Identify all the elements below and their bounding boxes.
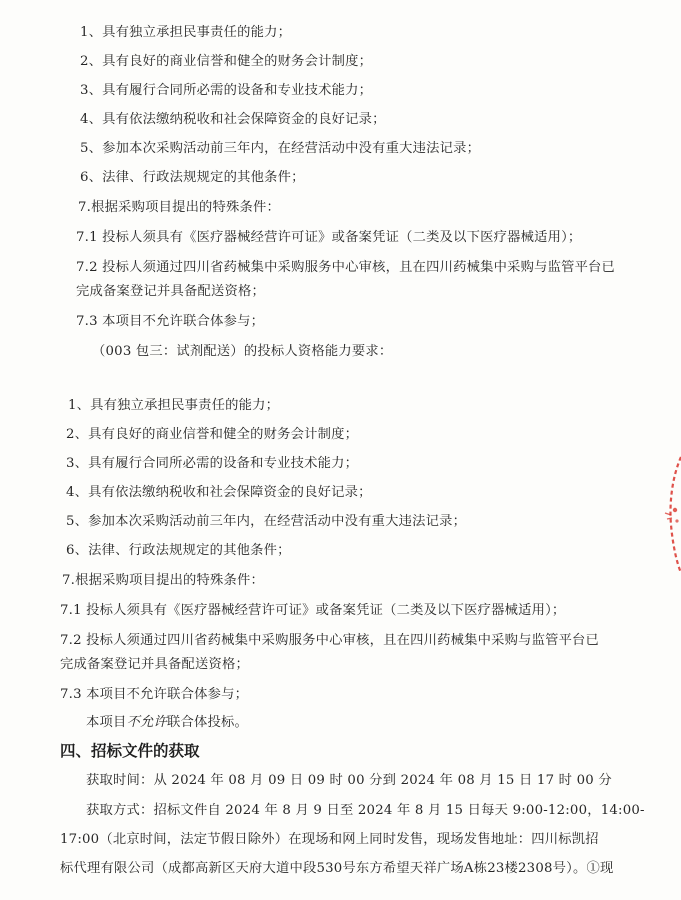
acquisition-method-line-2: 17:00（北京时间，法定节假日除外）在现场和网上同时发售，现场发售地址：四川标凯招 — [60, 832, 599, 847]
s1-item-7-1: 7.1 投标人须具有《医疗器械经营许可证》或备案凭证（二类及以下医疗器械适用）； — [76, 230, 582, 245]
s1-item-7-3: 7.3 本项目不允许联合体参与； — [76, 314, 265, 329]
red-seal-stamp — [655, 455, 681, 575]
consortium-note-suffix: 联合体投标。 — [167, 715, 248, 730]
s1-item-7-2: 7.2 投标人须通过四川省药械集中采购服务中心审核，且在四川药械集中采购与监管平台已 — [76, 260, 616, 275]
consortium-note-emphasis: 不允许 — [126, 715, 167, 730]
s1-item-2: 2、具有良好的商业信誉和健全的财务会计制度； — [80, 54, 373, 69]
s1-item-3: 3、具有履行合同所必需的设备和专业技术能力； — [80, 83, 373, 98]
acquisition-method-line-3: 标代理有限公司（成都高新区天府大道中段530号东方希望天祥广场A栋23楼2308号）。①现 — [60, 861, 614, 876]
s2-item-7-2-cont: 完成备案登记并具备配送资格； — [60, 657, 249, 672]
s1-item-4: 4、具有依法缴纳税收和社会保障资金的良好记录； — [80, 112, 386, 127]
acquisition-time: 获取时间：从 2024 年 08 月 09 日 09 时 00 分到 2024 年 08 月 15 日 17 时 00 分 — [86, 773, 612, 788]
s2-item-7-3: 7.3 本项目不允许联合体参与； — [60, 687, 249, 702]
consortium-note-prefix: 本项目 — [86, 715, 127, 730]
s1-item-6: 6、法律、行政法规规定的其他条件； — [80, 170, 305, 185]
package-title: （003 包三：试剂配送）的投标人资格能力要求： — [92, 344, 393, 359]
s2-item-4: 4、具有依法缴纳税收和社会保障资金的良好记录； — [66, 485, 372, 500]
s2-item-3: 3、具有履行合同所必需的设备和专业技术能力； — [66, 456, 359, 471]
s2-item-5: 5、参加本次采购活动前三年内，在经营活动中没有重大违法记录； — [66, 514, 467, 529]
s1-item-7: 7.根据采购项目提出的特殊条件： — [78, 200, 281, 215]
consortium-note — [86, 714, 248, 732]
acquisition-method-line-1: 获取方式：招标文件自 2024 年 8 月 9 日至 2024 年 8 月 15 日每天 9:00-12:00，14:00- — [86, 803, 645, 818]
s2-item-7-2: 7.2 投标人须通过四川省药械集中采购服务中心审核，且在四川药械集中采购与监管平台已 — [60, 633, 600, 648]
s2-item-7-1: 7.1 投标人须具有《医疗器械经营许可证》或备案凭证（二类及以下医疗器械适用）； — [60, 603, 566, 618]
section-heading: 四、招标文件的获取 — [60, 742, 200, 760]
s2-item-6: 6、法律、行政法规规定的其他条件； — [66, 543, 291, 558]
s1-item-1: 1、具有独立承担民事责任的能力； — [80, 25, 292, 40]
s2-item-2: 2、具有良好的商业信誉和健全的财务会计制度； — [66, 427, 359, 442]
s1-item-5: 5、参加本次采购活动前三年内，在经营活动中没有重大违法记录； — [80, 141, 481, 156]
s2-item-7: 7.根据采购项目提出的特殊条件： — [62, 573, 265, 588]
s1-item-7-2-cont: 完成备案登记并具备配送资格； — [76, 284, 265, 299]
s2-item-1: 1、具有独立承担民事责任的能力； — [68, 398, 280, 413]
